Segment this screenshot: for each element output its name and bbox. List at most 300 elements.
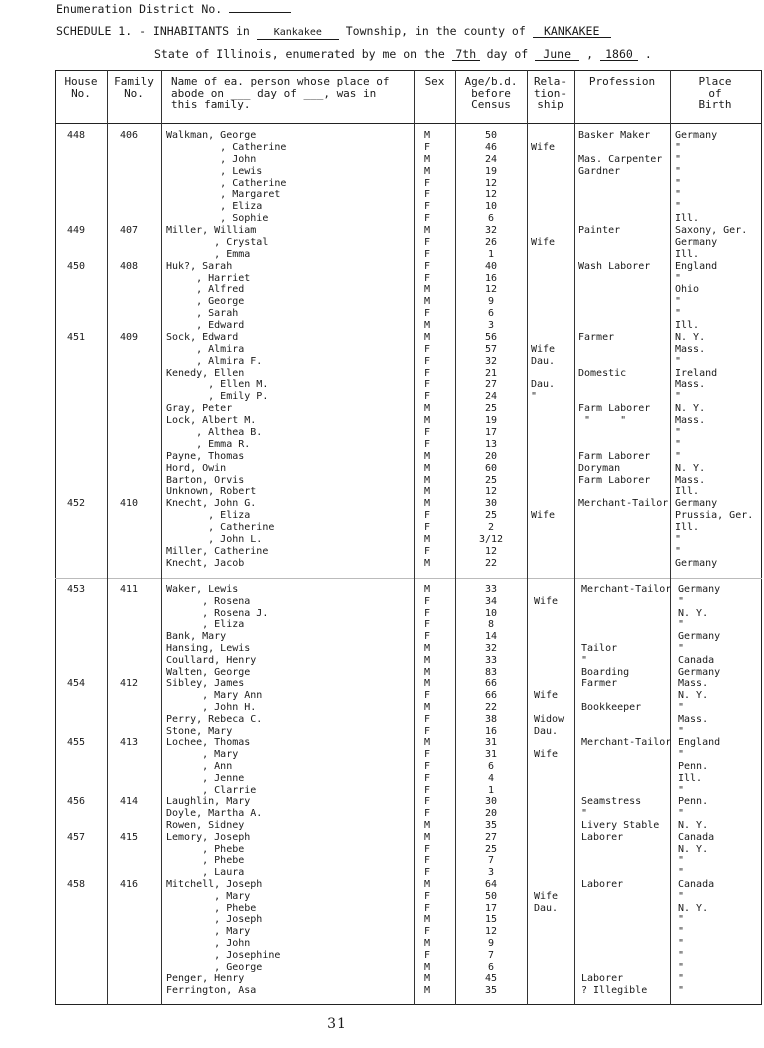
age-cell: 7 <box>487 949 495 961</box>
age-cell: 12 <box>484 545 498 557</box>
birthplace-cell: Mass. <box>678 678 709 690</box>
birthplace-cell: Germany <box>678 631 721 643</box>
person-name-cell: Unknown, Robert <box>166 486 257 498</box>
sex-cell: M <box>424 486 431 498</box>
person-name-cell: , Phebe <box>166 855 245 867</box>
family-no-cell: 414 <box>120 796 139 808</box>
person-name-cell: Miller, Catherine <box>166 545 269 557</box>
state-text: State of Illinois, enumerated by me on the <box>154 47 445 61</box>
birthplace-cell: Mass. <box>678 713 709 725</box>
age-cell: 25 <box>484 474 498 486</box>
col-divider-age <box>527 70 528 1005</box>
profession-cell: Merchant-Tailor <box>578 498 669 510</box>
person-name-cell: Rowen, Sidney <box>166 820 245 831</box>
sex-cell: M <box>424 973 431 985</box>
col-header-relation: Rela- tion- ship <box>533 75 568 111</box>
age-cell: 7 <box>487 855 495 867</box>
birthplace-cell: " <box>675 427 682 438</box>
birthplace-cell: Ill. <box>675 320 700 332</box>
birthplace-cell: Mass. <box>675 415 706 427</box>
relationship-cell: Dau. <box>534 725 559 737</box>
person-name-cell: Doyle, Martha A. <box>166 808 263 820</box>
birthplace-cell: Mass. <box>675 474 706 486</box>
sex-cell: F <box>424 141 431 153</box>
person-name-cell: Lochee, Thomas <box>166 737 251 749</box>
schedule-prefix: SCHEDULE 1. - INHABITANTS in <box>56 24 250 38</box>
person-name-cell: , Catherine <box>166 177 287 189</box>
birthplace-cell: " <box>675 533 682 545</box>
person-name-cell: Miller, William <box>166 225 257 237</box>
age-cell: 45 <box>484 973 498 985</box>
sex-cell: F <box>424 607 431 619</box>
age-cell: 17 <box>484 427 498 438</box>
birthplace-cell: " <box>678 749 685 761</box>
relationship-cell: Dau. <box>534 902 559 914</box>
sex-cell: M <box>424 474 431 486</box>
sex-cell: M <box>424 165 431 177</box>
profession-cell: Laborer <box>581 831 624 843</box>
age-cell: 6 <box>487 961 495 973</box>
age-cell: 1 <box>487 784 495 796</box>
person-name-cell: , Catherine <box>166 141 287 153</box>
sex-cell: F <box>424 761 431 772</box>
profession-cell: Gardner <box>578 165 621 177</box>
age-cell: 33 <box>484 584 498 595</box>
profession-cell: Seamstress <box>581 796 642 808</box>
sex-cell: M <box>424 284 431 296</box>
age-cell: 2 <box>487 522 495 534</box>
age-cell: 12 <box>484 189 498 201</box>
person-name-cell: , Mary <box>166 926 251 938</box>
person-name-cell: , Eliza <box>166 510 251 522</box>
col-divider-family <box>161 70 162 1005</box>
sex-cell: F <box>424 545 431 557</box>
birthplace-cell: Germany <box>678 584 721 595</box>
sex-cell: F <box>424 949 431 961</box>
birthplace-cell: Mass. <box>675 379 706 391</box>
birthplace-cell: " <box>678 619 685 631</box>
township-value: Kankakee <box>257 27 339 40</box>
person-name-cell: Payne, Thomas <box>166 450 245 462</box>
state-line <box>154 47 652 61</box>
age-cell: 20 <box>484 450 498 462</box>
sex-cell: M <box>424 914 431 926</box>
col-divider-sex <box>455 70 456 1005</box>
sex-cell: F <box>424 631 431 643</box>
profession-cell: Laborer <box>581 879 624 890</box>
sex-cell: M <box>424 985 431 997</box>
birthplace-cell: England <box>675 260 718 272</box>
person-name-cell: Laughlin, Mary <box>166 796 251 808</box>
profession-cell: Wash Laborer <box>578 260 651 272</box>
age-cell: 16 <box>484 272 498 284</box>
sex-cell: F <box>424 213 431 225</box>
age-cell: 6 <box>487 213 495 225</box>
age-cell: 19 <box>484 165 498 177</box>
person-name-cell: Lemory, Joseph <box>166 831 251 843</box>
age-cell: 83 <box>484 666 498 678</box>
age-cell: 46 <box>484 141 498 153</box>
person-name-cell: , Mary Ann <box>166 690 263 702</box>
age-cell: 6 <box>487 308 495 320</box>
person-name-cell: Waker, Lewis <box>166 584 239 595</box>
year-sep: , <box>586 47 594 61</box>
sex-cell: M <box>424 879 431 890</box>
person-name-cell: , Emma R. <box>166 438 251 450</box>
age-cell: 14 <box>484 631 498 643</box>
person-name-cell: Sibley, James <box>166 678 245 690</box>
profession-cell: Doryman <box>578 462 621 474</box>
col-header-family: Family No. <box>114 75 154 100</box>
sex-cell: M <box>424 320 431 332</box>
birthplace-cell: " <box>675 165 682 177</box>
birthplace-cell: " <box>675 308 682 320</box>
birthplace-cell: " <box>675 450 682 462</box>
age-cell: 50 <box>484 130 498 141</box>
person-name-cell: Kenedy, Ellen <box>166 367 245 379</box>
person-name-cell: , Emily P. <box>166 391 269 403</box>
col-header-birthplace: Place of Birth <box>698 75 732 111</box>
person-name-cell: , Emma <box>166 248 251 260</box>
birthplace-cell: " <box>675 391 682 403</box>
age-cell: 64 <box>484 879 498 890</box>
person-name-cell: , Margaret <box>166 189 281 201</box>
house-no-cell: 450 <box>67 260 86 272</box>
family-no-cell: 412 <box>120 678 139 690</box>
family-no-cell: 409 <box>120 331 139 343</box>
birthplace-cell: " <box>678 702 685 713</box>
age-cell: 10 <box>484 201 498 213</box>
age-cell: 22 <box>484 557 498 569</box>
sex-cell: M <box>424 961 431 973</box>
birthplace-cell: " <box>678 643 685 654</box>
person-name-cell: , Almira F. <box>166 355 263 367</box>
person-name-cell: , John H. <box>166 702 257 713</box>
person-name-cell: , Sarah <box>166 308 239 320</box>
age-cell: 56 <box>484 331 498 343</box>
birthplace-cell: Prussia, Ger. <box>675 510 754 522</box>
person-name-cell: , Ellen M. <box>166 379 269 391</box>
sex-cell: F <box>424 749 431 761</box>
birthplace-cell: Ill. <box>675 486 700 498</box>
birthplace-cell: Saxony, Ger. <box>675 225 748 237</box>
age-cell: 12 <box>484 926 498 938</box>
profession-cell: Painter <box>578 225 621 237</box>
birthplace-cell: Mass. <box>675 343 706 355</box>
sex-cell: M <box>424 737 431 749</box>
birthplace-cell: Ohio <box>675 284 700 296</box>
person-name-cell: , Clarrie <box>166 784 257 796</box>
sex-cell: M <box>424 820 431 831</box>
person-name-cell: , Crystal <box>166 236 269 248</box>
person-name-cell: , John <box>166 153 257 165</box>
col-header-profession: Profession <box>588 75 656 88</box>
sex-cell: M <box>424 702 431 713</box>
sex-cell: M <box>424 462 431 474</box>
person-name-cell: , Joseph <box>166 914 263 926</box>
person-name-cell: Penger, Henry <box>166 973 245 985</box>
age-cell: 16 <box>484 725 498 737</box>
birthplace-cell: N. Y. <box>678 607 709 619</box>
profession-cell: Livery Stable <box>581 820 660 831</box>
age-cell: 9 <box>487 296 495 308</box>
person-name-cell: , Rosena <box>166 595 251 607</box>
person-name-cell: Hord, Owin <box>166 462 227 474</box>
person-name-cell: , Edward <box>166 320 245 332</box>
person-name-cell: Gray, Peter <box>166 403 233 415</box>
person-name-cell: Knecht, John G. <box>166 498 257 510</box>
age-cell: 32 <box>484 643 498 654</box>
person-name-cell: , Rosena J. <box>166 607 269 619</box>
age-cell: 26 <box>484 236 498 248</box>
birthplace-cell: Canada <box>678 879 715 890</box>
sex-cell: F <box>424 522 431 534</box>
age-cell: 35 <box>484 985 498 997</box>
person-name-cell: Walkman, George <box>166 130 257 141</box>
person-name-cell: , Sophie <box>166 213 269 225</box>
profession-cell: Boarding <box>581 666 630 678</box>
relationship-cell: Dau. <box>531 355 556 367</box>
person-name-cell: , Josephine <box>166 949 281 961</box>
age-cell: 10 <box>484 607 498 619</box>
birthplace-cell: Germany <box>675 498 718 510</box>
birthplace-cell: " <box>675 177 682 189</box>
sex-cell: F <box>424 355 431 367</box>
age-cell: 40 <box>484 260 498 272</box>
sex-cell: F <box>424 510 431 522</box>
age-cell: 6 <box>487 761 495 772</box>
birthplace-cell: " <box>678 961 685 973</box>
birthplace-cell: N. Y. <box>678 820 709 831</box>
relationship-cell: Wife <box>531 141 556 153</box>
family-no-cell: 413 <box>120 737 139 749</box>
age-cell: 15 <box>484 914 498 926</box>
day-label: day of <box>486 47 529 61</box>
age-cell: 66 <box>484 678 498 690</box>
sex-cell: M <box>424 450 431 462</box>
person-name-cell: , George <box>166 296 245 308</box>
sex-cell: F <box>424 867 431 879</box>
birthplace-cell: N. Y. <box>678 690 709 702</box>
birthplace-cell: " <box>678 855 685 867</box>
person-name-cell: Sock, Edward <box>166 331 239 343</box>
sex-cell: F <box>424 177 431 189</box>
person-name-cell: , Phebe <box>166 843 245 855</box>
profession-cell: Farmer <box>578 331 615 343</box>
district-value <box>229 12 291 13</box>
person-name-cell: , Laura <box>166 867 245 879</box>
sex-cell: M <box>424 557 431 569</box>
col-header-name: Name of ea. person whose place of abode on ___ day of ___, was in this family. <box>171 75 390 111</box>
profession-cell: " " <box>578 415 627 427</box>
person-name-cell: , Eliza <box>166 619 245 631</box>
person-name-cell: Knecht, Jacob <box>166 557 245 569</box>
person-name-cell: , Lewis <box>166 165 263 177</box>
birthplace-cell: " <box>678 973 685 985</box>
relationship-cell: " <box>531 391 538 403</box>
profession-cell: Farmer <box>581 678 618 690</box>
birthplace-cell: " <box>675 141 682 153</box>
birthplace-cell: " <box>678 890 685 902</box>
year-value: 1860 <box>600 48 638 61</box>
profession-cell: Laborer <box>581 973 624 985</box>
age-cell: 27 <box>484 379 498 391</box>
page-number: 31 <box>327 1016 347 1032</box>
sex-cell: F <box>424 595 431 607</box>
sex-cell: M <box>424 498 431 510</box>
birthplace-cell: " <box>678 985 685 997</box>
age-cell: 30 <box>484 498 498 510</box>
age-cell: 25 <box>484 510 498 522</box>
birthplace-cell: N. Y. <box>675 331 706 343</box>
sex-cell: M <box>424 831 431 843</box>
sex-cell: F <box>424 772 431 784</box>
birthplace-cell: " <box>675 201 682 213</box>
age-cell: 19 <box>484 415 498 427</box>
sex-cell: M <box>424 654 431 666</box>
person-name-cell: Barton, Orvis <box>166 474 245 486</box>
person-name-cell: Lock, Albert M. <box>166 415 257 427</box>
age-cell: 32 <box>484 355 498 367</box>
age-cell: 17 <box>484 902 498 914</box>
relationship-cell: Wife <box>531 343 556 355</box>
sex-cell: F <box>424 808 431 820</box>
profession-cell: Farm Laborer <box>578 474 651 486</box>
birthplace-cell: " <box>675 296 682 308</box>
sex-cell: M <box>424 403 431 415</box>
day-value: 7th <box>452 48 480 61</box>
relationship-cell: Widow <box>534 713 565 725</box>
age-cell: 30 <box>484 796 498 808</box>
birthplace-cell: " <box>678 914 685 926</box>
age-cell: 12 <box>484 284 498 296</box>
sex-cell: F <box>424 367 431 379</box>
sex-cell: F <box>424 391 431 403</box>
birthplace-cell: " <box>675 272 682 284</box>
profession-cell: Farm Laborer <box>578 450 651 462</box>
person-name-cell: , Catherine <box>166 522 275 534</box>
birthplace-cell: N. Y. <box>675 462 706 474</box>
relationship-cell: Wife <box>531 236 556 248</box>
age-cell: 35 <box>484 820 498 831</box>
sex-cell: F <box>424 926 431 938</box>
sex-cell: F <box>424 236 431 248</box>
birthplace-cell: " <box>675 355 682 367</box>
person-name-cell: , Harriet <box>166 272 251 284</box>
family-no-cell: 406 <box>120 130 139 141</box>
family-no-cell: 408 <box>120 260 139 272</box>
person-name-cell: Huk?, Sarah <box>166 260 233 272</box>
age-cell: 1 <box>487 248 495 260</box>
house-no-cell: 449 <box>67 225 86 237</box>
person-name-cell: Hansing, Lewis <box>166 643 251 654</box>
district-line <box>56 2 291 16</box>
sex-cell: F <box>424 343 431 355</box>
age-cell: 4 <box>487 772 495 784</box>
col-divider-name <box>414 70 415 1005</box>
birthplace-cell: N. Y. <box>678 843 709 855</box>
family-no-cell: 407 <box>120 225 139 237</box>
sex-cell: M <box>424 584 431 595</box>
house-no-cell: 457 <box>67 831 86 843</box>
relationship-cell: Wife <box>534 595 559 607</box>
age-cell: 57 <box>484 343 498 355</box>
age-cell: 27 <box>484 831 498 843</box>
house-no-cell: 451 <box>67 331 86 343</box>
person-name-cell: Mitchell, Joseph <box>166 879 263 890</box>
age-cell: 22 <box>484 702 498 713</box>
birthplace-cell: " <box>678 808 685 820</box>
birthplace-cell: " <box>675 189 682 201</box>
birthplace-cell: " <box>678 784 685 796</box>
col-header-age: Age/b.d. before Census <box>464 75 518 111</box>
age-cell: 34 <box>484 595 498 607</box>
person-name-cell: Coullard, Henry <box>166 654 257 666</box>
sex-cell: F <box>424 272 431 284</box>
person-name-cell: , John L. <box>166 533 263 545</box>
person-name-cell: , Mary <box>166 749 239 761</box>
age-cell: 25 <box>484 843 498 855</box>
age-cell: 9 <box>487 938 495 949</box>
sex-cell: F <box>424 201 431 213</box>
house-no-cell: 455 <box>67 737 86 749</box>
family-no-cell: 416 <box>120 879 139 890</box>
col-divider-relation <box>574 70 575 1005</box>
birthplace-cell: Canada <box>678 654 715 666</box>
person-name-cell: , Almira <box>166 343 245 355</box>
birthplace-cell: " <box>678 595 685 607</box>
profession-cell: Merchant-Tailor <box>581 584 672 595</box>
sex-cell: M <box>424 533 431 545</box>
township-label: Township, in the county of <box>345 24 526 38</box>
birthplace-cell: Ill. <box>675 248 700 260</box>
county-value: KANKAKEE <box>533 25 611 38</box>
age-cell: 3 <box>487 867 495 879</box>
sex-cell: M <box>424 153 431 165</box>
profession-cell: Mas. Carpenter <box>578 153 663 165</box>
sex-cell: M <box>424 678 431 690</box>
age-cell: 66 <box>484 690 498 702</box>
birthplace-cell: " <box>675 545 682 557</box>
sex-cell: M <box>424 643 431 654</box>
profession-cell: " <box>581 654 588 666</box>
age-cell: 31 <box>484 737 498 749</box>
person-name-cell: , George <box>166 961 263 973</box>
sex-cell: F <box>424 784 431 796</box>
person-name-cell: Stone, Mary <box>166 725 233 737</box>
sex-cell: M <box>424 938 431 949</box>
profession-cell: ? Illegible <box>581 985 648 997</box>
relationship-cell: Dau. <box>531 379 556 391</box>
birthplace-cell: N. Y. <box>675 403 706 415</box>
sex-cell: F <box>424 248 431 260</box>
person-name-cell: , Eliza <box>166 201 263 213</box>
birthplace-cell: Germany <box>675 557 718 569</box>
family-no-cell: 411 <box>120 584 139 595</box>
profession-cell: Farm Laborer <box>578 403 651 415</box>
house-no-cell: 453 <box>67 584 86 595</box>
birthplace-cell: Germany <box>675 236 718 248</box>
age-cell: 24 <box>484 391 498 403</box>
col-divider-profession <box>670 70 671 1005</box>
col-header-sex: Sex <box>424 75 445 88</box>
family-no-cell: 415 <box>120 831 139 843</box>
person-name-cell: , Mary <box>166 890 251 902</box>
profession-cell: Merchant-Tailor <box>581 737 672 749</box>
sex-cell: F <box>424 427 431 438</box>
age-cell: 25 <box>484 403 498 415</box>
birthplace-cell: Germany <box>675 130 718 141</box>
